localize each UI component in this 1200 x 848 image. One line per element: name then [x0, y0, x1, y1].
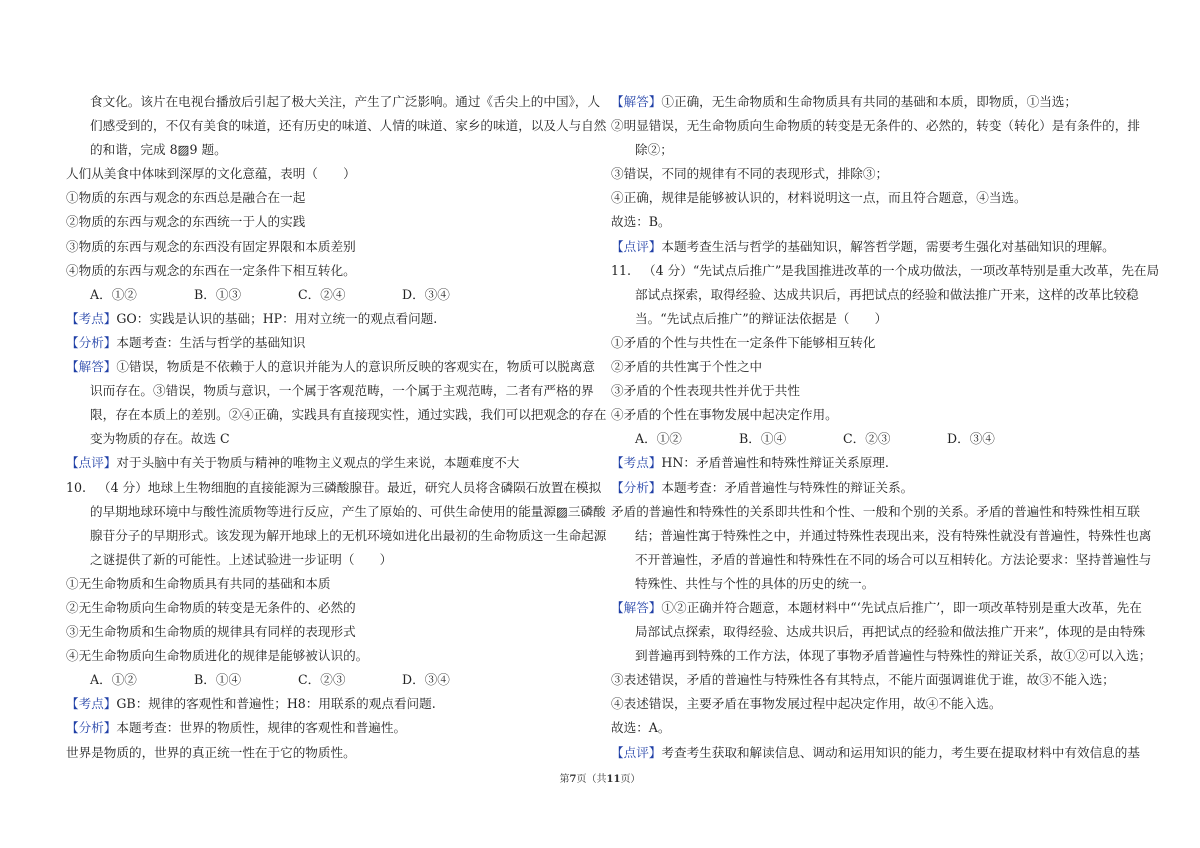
intro-line: 的和谐，完成 8▨9 题。 — [90, 142, 227, 158]
jieda-text: ①②正确并符合题意，本题材料中“‘先试点后推广’，即一项改革特别是重大改革，先在 — [661, 599, 1142, 615]
q10-item: ①无生命物质和生命物质具有共同的基础和本质 — [66, 575, 331, 591]
q10-fenxi — [66, 716, 592, 740]
q11-item: ④矛盾的个性在事物发展中起决定作用。 — [611, 407, 838, 423]
q10-option-b: B．①④ — [194, 672, 242, 688]
q10-stem-line: 的早期地球环境中与酸性流质物等进行反应，产生了原始的、可供生命使用的能量源▨三磷酸 — [90, 503, 606, 519]
kaodian-text: GO：实践是认识的基础；HP：用对立统一的观点看问题. — [116, 310, 438, 326]
jieda-line: 变为物质的存在。故选 C — [90, 431, 230, 447]
jieda-tag: 【解答】 — [611, 599, 662, 615]
jieda-line: 除②； — [635, 142, 673, 158]
q9-option-b: B．①③ — [194, 286, 242, 302]
q10-jieda — [611, 90, 1141, 114]
fenxi-tag: 【分析】 — [66, 334, 117, 350]
kaodian-tag: 【考点】 — [66, 696, 117, 712]
q10-number: 10. — [66, 479, 87, 495]
footer-suffix: 页） — [620, 774, 641, 785]
q11-number: 11. — [611, 262, 632, 278]
q10-option-d: D．③④ — [402, 672, 450, 688]
kaodian-text: GB：规律的客观性和普遍性；H8：用联系的观点看问题. — [116, 696, 436, 712]
page-footer — [0, 770, 1200, 785]
q11-option-c: C．②③ — [843, 431, 891, 447]
jieda-line: 限，存在本质上的差别。②④正确，实践具有直接现实性，通过实践，我们可以把观念的存在 — [90, 407, 607, 423]
answer-line: 故选：B。 — [611, 214, 671, 230]
q9-stem: 人们从美食中体味到深厚的文化意蕴，表明（ ） — [66, 166, 356, 182]
jieda-line: 到普遍再到特殊的工作方法，体现了事物矛盾普遍性与特殊性的辩证关系，故①②可以入选； — [635, 648, 1152, 664]
q11-after-line: ③表述错误，矛盾的普遍性与特殊性各有其特点，不能片面强调谁优于谁，故③不能入选； — [611, 672, 1115, 688]
jieda-tag: 【解答】 — [66, 359, 117, 375]
kaodian-tag: 【考点】 — [611, 455, 662, 471]
right-column — [611, 90, 1160, 765]
fenxi-text: 本题考查：矛盾普遍性与特殊性的辩证关系。 — [661, 479, 914, 495]
q10-kaodian — [66, 692, 592, 716]
q9-item: ④物质的东西与观念的东西在一定条件下相互转化。 — [66, 262, 356, 278]
q10-stem-text: （4 分）地球上生物细胞的直接能源为三磷酸腺苷。最近，研究人员将含磷陨石放置在模拟 — [98, 479, 602, 495]
q11-stem-first — [611, 259, 1160, 283]
q10-item: ③无生命物质和生命物质的规律具有同样的表现形式 — [66, 624, 356, 640]
q9-item: ③物质的东西与观念的东西没有固定界限和本质差别 — [66, 238, 356, 254]
q10-item: ④无生命物质向生命物质进化的规律是能够被认识的。 — [66, 648, 369, 664]
q11-body-line: 特殊性、共性与个性的具体的历史的统一。 — [635, 575, 875, 591]
footer-middle: 页（共 — [576, 774, 607, 785]
q11-jieda — [611, 596, 1141, 620]
q10-option-a: A．①② — [90, 672, 137, 688]
intro-line: 食文化。该片在电视台播放后引起了极大关注，产生了广泛影响。通过《舌尖上的中国》，人 — [90, 94, 601, 109]
dianping-text: 本题考查生活与哲学的基础知识，解答哲学题，需要考生强化对基础知识的理解。 — [661, 238, 1115, 254]
q9-option-c: C．②④ — [298, 286, 346, 302]
q11-item: ②矛盾的共性寓于个性之中 — [611, 359, 763, 375]
q10-stem-line: 之谜提供了新的可能性。上述试验进一步证明（ ） — [90, 551, 393, 567]
jieda-line: 识而存在。③错误，物质与意识，一个属于客观范畴，一个属于主观范畴，二者有严格的界 — [90, 383, 594, 399]
intro-line: 们感受到的，不仅有美食的味道，还有历史的味道、人情的味道、家乡的味道，以及人与自然 — [90, 118, 607, 134]
q9-option-d: D．③④ — [402, 286, 450, 302]
fenxi-tag: 【分析】 — [611, 479, 662, 495]
q11-item: ③矛盾的个性表现共性并优于共性 — [611, 383, 800, 399]
q11-fenxi — [611, 476, 1141, 500]
current-page-number: 7 — [569, 774, 577, 785]
jieda-line: 局部试点探索，取得经验、达成共识后，再把试点的经验和做法推广开来”，体现的是由特殊 — [635, 624, 1146, 640]
q9-option-a: A．①② — [90, 286, 137, 302]
fenxi-text: 本题考查：世界的物质性，规律的客观性和普遍性。 — [116, 720, 407, 736]
q10-item: ②无生命物质向生命物质的转变是无条件的、必然的 — [66, 599, 356, 615]
q11-body-line: 结；普遍性寓于特殊性之中，并通过特殊性表现出来，没有特殊性就没有普遍性，特殊性也离 — [635, 527, 1152, 543]
q9-item: ②物质的东西与观念的东西统一于人的实践 — [66, 214, 306, 230]
kaodian-tag: 【考点】 — [66, 310, 117, 326]
jieda-line: ②明显错误，无生命物质向生命物质的转变是无条件的、必然的，转变（转化）是有条件的，排 — [611, 118, 1140, 134]
q9-jieda — [66, 355, 595, 379]
q11-options — [611, 427, 1141, 451]
fenxi-text: 本题考查：生活与哲学的基础知识 — [116, 334, 306, 350]
q11-kaodian — [611, 451, 1141, 475]
q9-dianping — [66, 451, 592, 475]
left-column — [66, 90, 607, 765]
q11-stem-line: 部试点探索，取得经验、达成共识后，再把试点的经验和做法推广开来，这样的改革比较稳 — [635, 286, 1139, 302]
q10-options — [66, 668, 592, 692]
q10-option-c: C．②③ — [298, 672, 346, 688]
answer-line: 故选：A。 — [611, 720, 671, 736]
dianping-tag: 【点评】 — [611, 744, 662, 760]
q11-option-a: A．①② — [635, 431, 682, 447]
q9-fenxi — [66, 331, 592, 355]
q11-dianping — [611, 741, 1141, 765]
total-pages: 11 — [606, 774, 621, 785]
jieda-text: ①正确，无生命物质和生命物质具有共同的基础和本质，即物质，①当选； — [661, 94, 1077, 109]
q11-stem-line: 当。“先试点后推广”的辩证法依据是（ ） — [635, 310, 888, 326]
jieda-tag: 【解答】 — [611, 94, 662, 109]
kaodian-text: HN：矛盾普遍性和特殊性辩证关系原理. — [661, 455, 889, 471]
q11-after-line: ④表述错误，主要矛盾在事物发展过程中起决定作用，故④不能入选。 — [611, 696, 1002, 712]
jieda-line: ③错误，不同的规律有不同的表现形式，排除③； — [611, 166, 889, 182]
q11-option-d: D．③④ — [947, 431, 995, 447]
q9-options — [66, 283, 592, 307]
q10-stem-first — [66, 476, 602, 500]
footer-prefix: 第 — [559, 774, 570, 785]
q11-body-line: 不开普遍性，矛盾的普遍性和特殊性在不同的场合可以互相转化。方法论要求：坚持普遍性与 — [635, 551, 1152, 567]
fenxi-tag: 【分析】 — [66, 720, 117, 736]
q9-item: ①物质的东西与观念的东西总是融合在一起 — [66, 190, 306, 206]
q10-tail: 世界是物质的，世界的真正统一性在于它的物质性。 — [66, 744, 356, 760]
q11-body-line: 矛盾的普遍性和特殊性的关系即共性和个性、一般和个别的关系。矛盾的普遍性和特殊性相互联 — [611, 503, 1140, 519]
q10-stem-line: 腺苷分子的早期形式。该发现为解开地球上的无机环境如进化出最初的生命物质这一生命起源 — [90, 527, 607, 543]
q10-dianping — [611, 235, 1141, 259]
jieda-line: ④正确，规律是能够被认识的，材料说明这一点，而且符合题意，④当选。 — [611, 190, 1027, 206]
q11-option-b: B．①④ — [739, 431, 787, 447]
q9-kaodian — [66, 307, 592, 331]
dianping-text: 考查考生获取和解读信息、调动和运用知识的能力，考生要在提取材料中有效信息的基 — [661, 744, 1140, 760]
dianping-tag: 【点评】 — [66, 455, 117, 471]
dianping-tag: 【点评】 — [611, 238, 662, 254]
q11-stem-text: （4 分）“先试点后推广”是我国推进改革的一个成功做法，一项改革特别是重大改革，先在局 — [643, 262, 1160, 278]
dianping-text: 对于头脑中有关于物质与精神的唯物主义观点的学生来说，本题难度不大 — [116, 455, 520, 471]
jieda-text: ①错误，物质是不依赖于人的意识并能为人的意识所反映的客观实在，物质可以脱离意 — [116, 359, 595, 375]
q11-item: ①矛盾的个性与共性在一定条件下能够相互转化 — [611, 334, 876, 350]
